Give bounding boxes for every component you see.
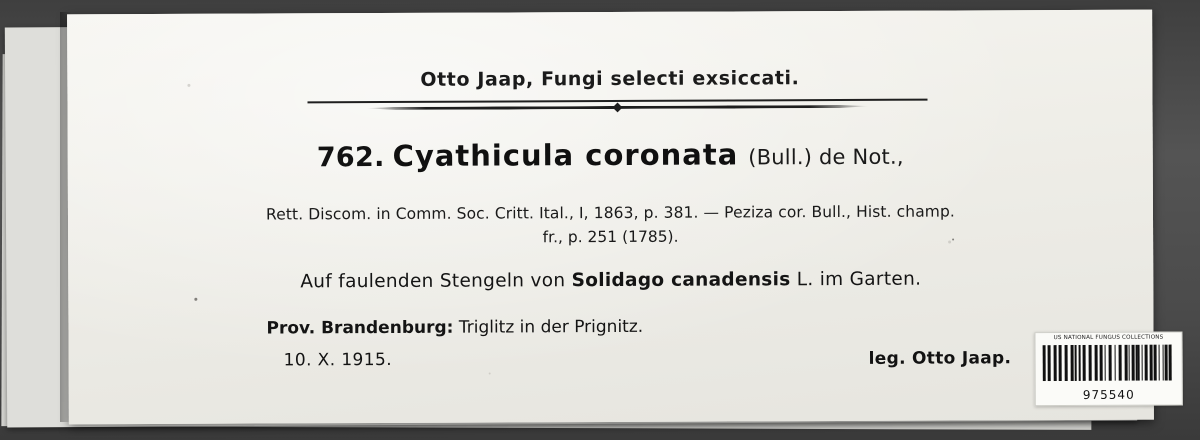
- collection-number: 762.: [316, 141, 385, 174]
- locality-line: [266, 317, 643, 339]
- label-paper-surface: [67, 10, 1164, 425]
- barcode-number: 975540: [1082, 387, 1135, 402]
- taxon-authority: (Bull.) de Not.,: [748, 144, 904, 170]
- collector-name: leg. Otto Jaap.: [868, 348, 1012, 369]
- rule-diamond-ornament: [613, 103, 623, 113]
- locality-text: Triglitz in der Prignitz.: [458, 316, 644, 338]
- substrate-line: [68, 268, 1153, 294]
- substrate-prefix: Auf faulenden Stengeln von: [300, 270, 566, 293]
- series-header: Otto Jaap, Fungi selecti exsiccati.: [420, 67, 800, 91]
- substrate-host: Solidago canadensis: [571, 269, 791, 292]
- herbarium-label-card: [67, 10, 1164, 425]
- barcode-bars: [1043, 345, 1175, 382]
- decorative-rule: [307, 97, 927, 116]
- citation-line-2: fr., p. 251 (1785).: [542, 227, 679, 247]
- collection-date: 10. X. 1915.: [283, 349, 393, 371]
- citation-line-1: Rett. Discom. in Comm. Soc. Critt. Ital., I, 1863, p. 381. — Peziza cor. Bull., Hist. champ.: [265, 202, 955, 224]
- province-label: Prov. Brandenburg:: [266, 317, 454, 339]
- barcode-institution-text: US NATIONAL FUNGUS COLLECTIONS: [1053, 334, 1164, 342]
- taxon-name: Cyathicula coronata: [392, 137, 739, 173]
- paper-fleck: [489, 373, 491, 375]
- barcode-sticker: [1035, 332, 1183, 407]
- barcode-gap: [1172, 345, 1175, 381]
- taxon-title: [68, 136, 1153, 175]
- ink-speck: [194, 298, 197, 301]
- substrate-suffix: L. im Garten.: [796, 268, 922, 291]
